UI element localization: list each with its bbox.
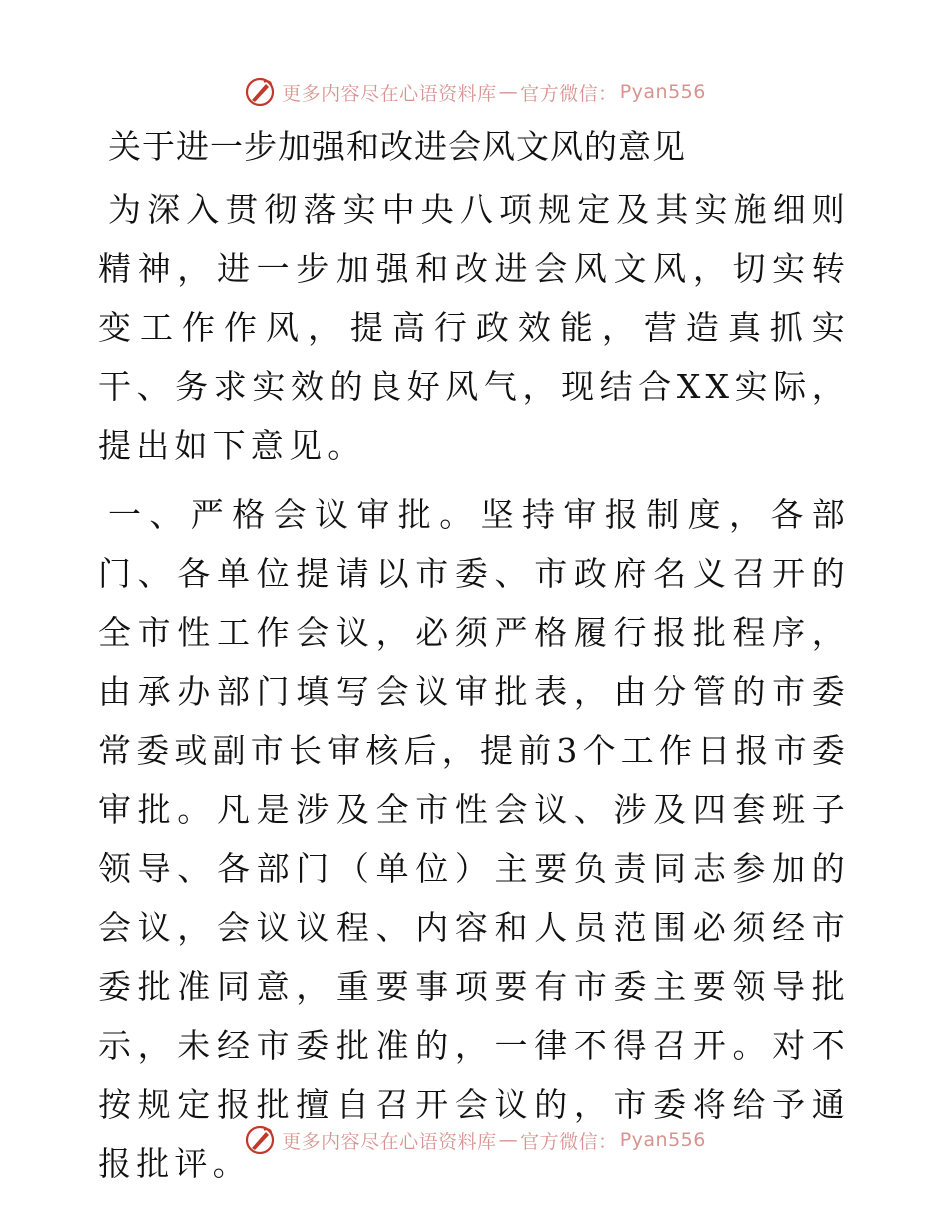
watermark-text: 更多内容尽在心语资料库 <box>282 82 497 105</box>
watermark-separator: — <box>498 81 519 103</box>
watermark-text: 更多内容尽在心语资料库 <box>282 1130 497 1153</box>
document-title: 关于进一步加强和改进会风文风的意见 <box>108 127 686 166</box>
watermark-separator: — <box>498 1129 519 1151</box>
watermark-footer <box>0 1120 950 1160</box>
watermark-wechat-id: Pyan556 <box>619 81 706 103</box>
document-body <box>98 118 850 1203</box>
quill-logo-icon <box>244 76 276 108</box>
watermark-wechat-label: 官方微信： <box>520 1130 618 1153</box>
watermark-wechat-id: Pyan556 <box>619 1129 706 1151</box>
quill-logo-icon <box>244 1124 276 1156</box>
watermark-wechat-label: 官方微信： <box>520 82 618 105</box>
paragraph-section-1: 一、严格会议审批。坚持审报制度，各部门、各单位提请以市委、市政府名义召开的全市性工作会议，必须严格履行报批程序，由承办部门填写会议审批表，由分管的市委常委或副市长审核后，提前3个工作日报市委审批。凡是涉及全市性会议、涉及四套班子领导、各部门（单位）主要负责同志参加的会议，会议议程、内容和人员范围必须经市委批准同意，重要事项要有市委主要领导批示，未经市委批准的，一律不得召开。对不按规定报批擅自召开会议的，市委将给予通报批评。 <box>98 495 850 1183</box>
watermark-header <box>0 72 950 112</box>
paragraph-intro: 为深入贯彻落实中央八项规定及其实施细则精神，进一步加强和改进会风文风，切实转变工作作风，提高行政效能，营造真抓实干、务求实效的良好风气，现结合XX实际，提出如下意见。 <box>98 190 850 465</box>
